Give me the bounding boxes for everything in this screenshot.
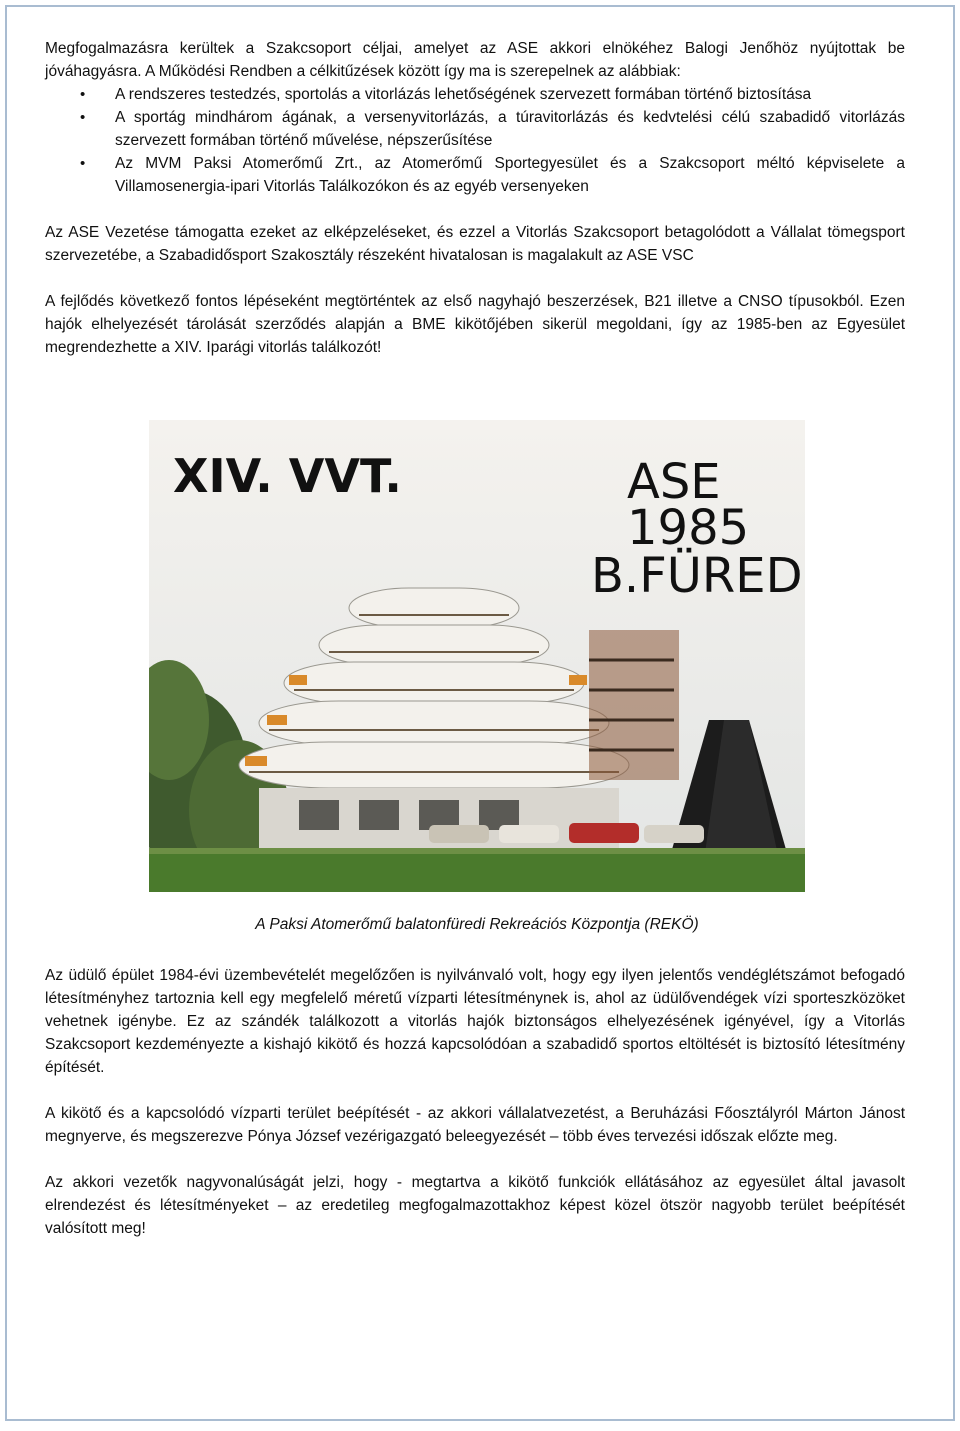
paragraph-ase-support: Az ASE Vezetése támogatta ezeket az elképzeléseket, és ezzel a Vitorlás Szakcsoport betagolódott a Vállalat tömegsport szervezetébe, a Szabadidősport Szakosztály részeként hivatalosan is magalakult az ASE VSC [45,224,905,264]
goals-list [45,83,905,198]
photo-text-vvt: XIV. VVT. [173,449,402,503]
paragraph-first-boats: A fejlődés következő fontos lépéseként megtörténtek az első nagyhajó beszerzések, B21 illetve a CNSO típusokból. Ezen hajók elhelyezését tárolását szerződés alapján a BME kikötőjében sikerül megoldani, így az 1985-ben az Egyesület megrendezhette a XIV. Iparági vitorlás találkozót! [45,293,905,356]
lower-text [45,964,905,1263]
list-item: • Az MVM Paksi Atomerőmű Zrt., az Atomerőmű Sportegyesület és a Szakcsoport méltó képviselete a Villamosenergia-ipari Vitorlás Találkozókon és az egyéb versenyeken [45,152,905,198]
paragraph-resort: Az üdülő épület 1984-évi üzembevételét megelőzően is nyilvánvaló volt, hogy egy ilyen jelentős vendéglétszámot befogadó létesítményhez tartoznia kell egy megfelelő méretű vízparti létesítménynek is, ahol az üdülővendégek vízi sporteszközöket vehetnek igénybe. Ez az szándék találkozott a vitorlás hajók biztonságos elhelyezésének igényével, így a Vitorlás Szakcsoport kezdeményezte a kishajó kikötő és hozzá kapcsolódóan a szabadidő sportos eltöltését is biztosító létesítmény építését. [45,967,905,1076]
intro-paragraph: Megfogalmazásra kerültek a Szakcsoport céljai, amelyet az ASE akkori elnökéhez Balogi Jenőhöz nyújtottak be jóváhagyásra. A Működési Rendben a célkitűzések között így ma is szerepelnek az alábbiak: [45,40,905,80]
photo-caption: A Paksi Atomerőmű balatonfüredi Rekreációs Központja (REKÖ) [255,916,699,933]
photo-text-bfured: B.FÜRED [591,548,803,604]
photo-text-year: 1985 [627,500,750,556]
photo-text-ase: ASE [627,454,721,510]
document-page [5,5,955,1421]
upper-text [45,37,905,382]
list-item: • A rendszeres testedzés, sportolás a vitorlázás lehetőségének szervezett formában történő biztosítása [45,83,905,106]
paragraph-leaders: Az akkori vezetők nagyvonalúságát jelzi, hogy - megtartva a kikötő funkciók ellátásához az egyesület által javasolt elrendezést és létesítményeket – az eredetileg megfogalmazottakhoz képest közel ötször nagyobb terület beépítését valósított meg! [45,1174,905,1237]
list-item: • A sportág mindhárom ágának, a versenyvitorlázás, a túravitorlázás és kedvtelési célú szabadidő vitorlázás szervezett formában történő művelése, népszerűsítése [45,106,905,152]
reko-building-photo [149,420,805,892]
paragraph-harbour: A kikötő és a kapcsolódó vízparti terület beépítését - az akkori vállalatvezetést, a Beruházási Főosztályról Márton Jánost megnyerve, és megszerezve Pónya József vezérigazgató beleegyezését – több éves tervezési időszak előzte meg. [45,1105,905,1145]
